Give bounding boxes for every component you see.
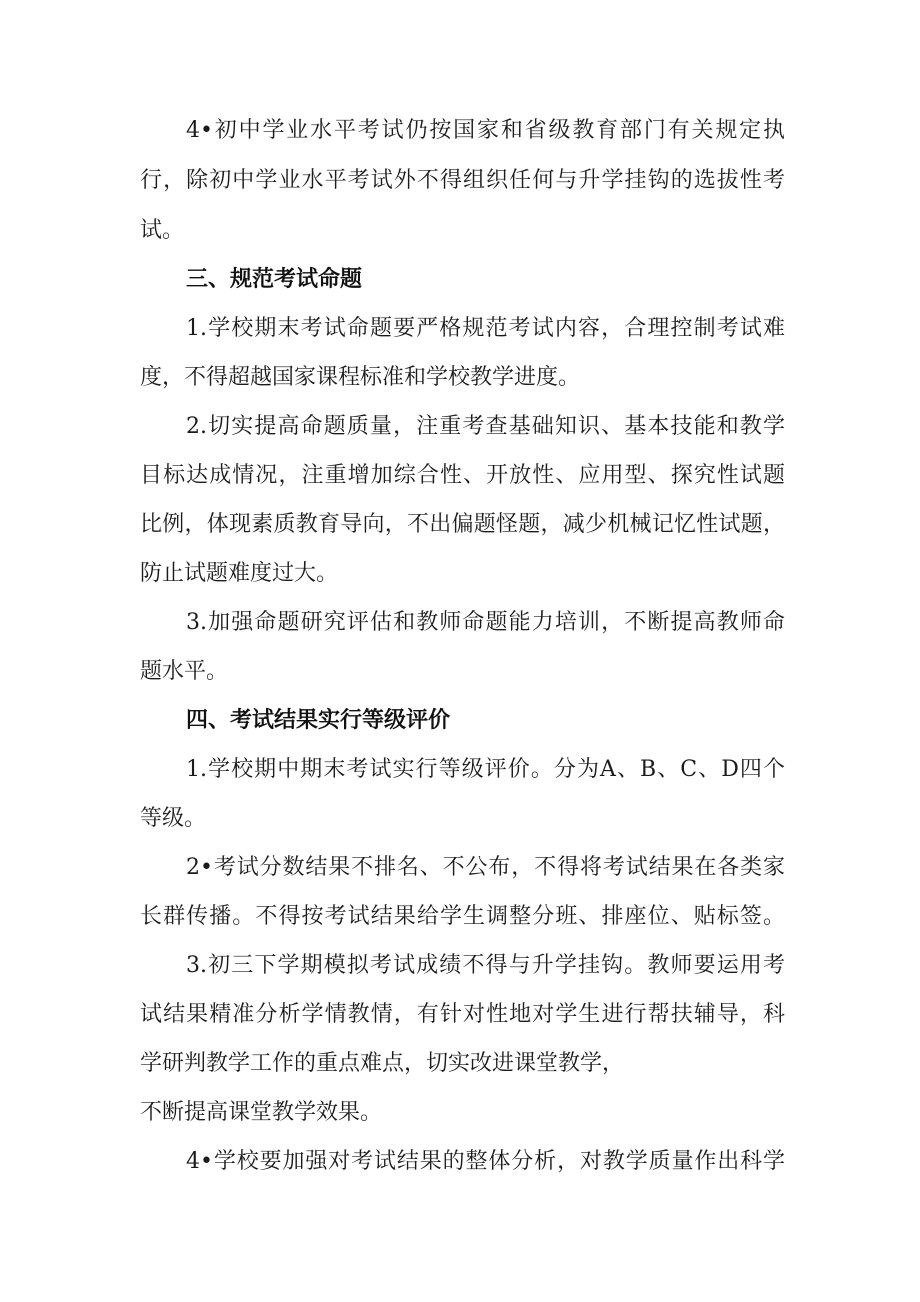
paragraph-line: 比例，体现素质教育导向，不出偏题怪题，减少机械记忆性试题， bbox=[140, 512, 785, 537]
paragraph-line: 试。 bbox=[140, 218, 185, 243]
paragraph-line: 不断提高课堂教学效果。 bbox=[140, 1100, 383, 1125]
paragraph-line: 度，不得超越国家课程标准和学校教学进度。 bbox=[140, 365, 581, 390]
paragraph-line: 目标达成情况，注重增加综合性、开放性、应用型、探究性试题 bbox=[140, 463, 785, 488]
paragraph-line: 长群传播。不得按考试结果给学生调整分班、排座位、贴标签。 bbox=[140, 904, 785, 929]
paragraph-line: 试结果精准分析学情教情，有针对性地对学生进行帮扶辅导，科 bbox=[140, 1002, 785, 1027]
paragraph-line: 1.学校期末考试命题要严格规范考试内容，合理控制考试难 bbox=[186, 316, 785, 341]
section-heading: 三、规范考试命题 bbox=[186, 267, 363, 292]
section-heading: 四、考试结果实行等级评价 bbox=[186, 708, 451, 733]
paragraph-line: 学研判教学工作的重点难点，切实改进课堂教学， bbox=[140, 1051, 625, 1076]
paragraph-line: 3.加强命题研究评估和教师命题能力培训，不断提高教师命 bbox=[186, 610, 785, 635]
paragraph-line: 4•学校要加强对考试结果的整体分析，对教学质量作出科学 bbox=[186, 1149, 785, 1174]
paragraph-line: 4•初中学业水平考试仍按国家和省级教育部门有关规定执 bbox=[186, 118, 785, 143]
paragraph-line: 3.初三下学期模拟考试成绩不得与升学挂钩。教师要运用考 bbox=[186, 953, 785, 978]
paragraph-line: 行，除初中学业水平考试外不得组织任何与升学挂钩的选拔性考 bbox=[140, 168, 785, 193]
paragraph-line: 2•考试分数结果不排名、不公布，不得将考试结果在各类家 bbox=[186, 855, 785, 880]
paragraph-line: 2.切实提高命题质量，注重考查基础知识、基本技能和教学 bbox=[186, 414, 785, 439]
paragraph-line: 题水平。 bbox=[140, 659, 229, 684]
paragraph-line: 1.学校期中期末考试实行等级评价。分为A、B、C、D四个 bbox=[186, 757, 785, 782]
paragraph-line: 等级。 bbox=[140, 806, 207, 831]
paragraph-line: 防止试题难度过大。 bbox=[140, 561, 339, 586]
